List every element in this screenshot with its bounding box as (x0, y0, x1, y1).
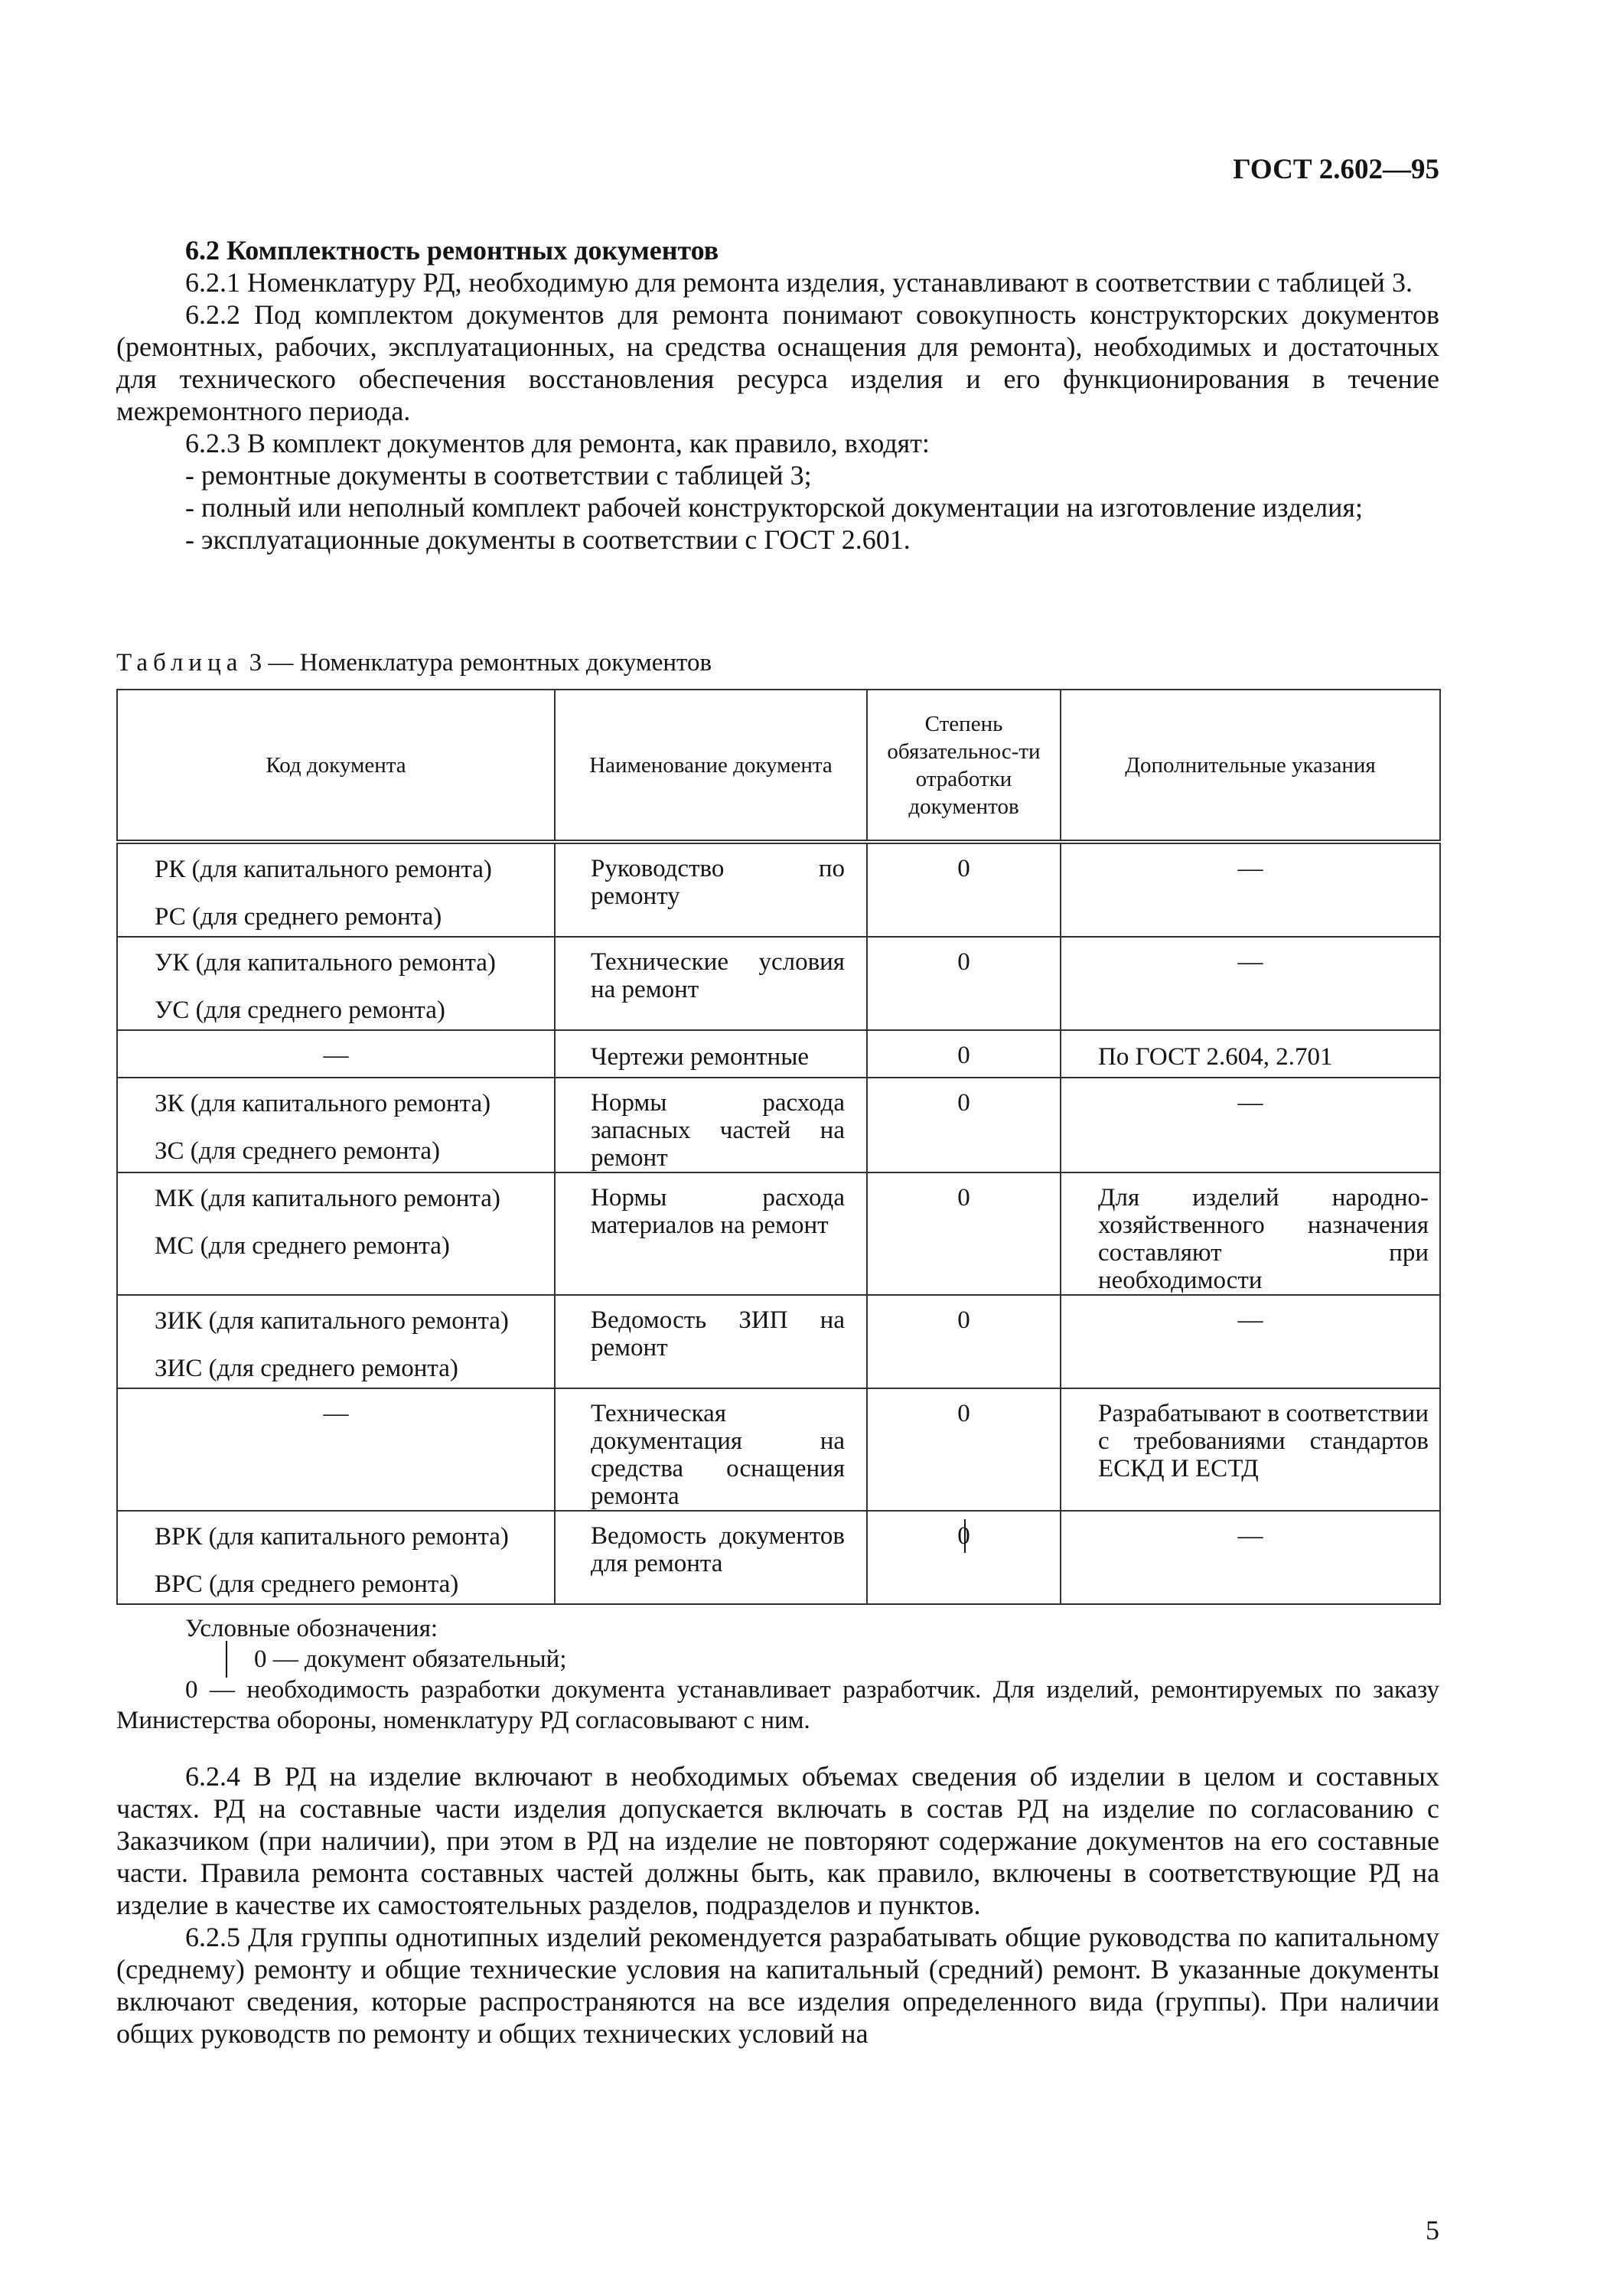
code-value: — (323, 1042, 349, 1069)
name-cell (555, 1388, 867, 1511)
name-cell (555, 842, 867, 937)
list-item: - полный или неполный комплект рабочей конструкторской документации на изготовление изделия; (185, 492, 1363, 523)
notes-value: — (1237, 855, 1263, 882)
degree-value: 0 (957, 1184, 970, 1212)
name-cell (555, 1295, 867, 1388)
paragraph-6-2-3: 6.2.3 В комплект документов для ремонта, как правило, входят: (185, 428, 930, 458)
notes-cell (1061, 1172, 1440, 1295)
code-major: ЗК (для капитального ремонта) (155, 1090, 491, 1117)
doc-name: Нормы расхода запасных частей на ремонт (591, 1089, 845, 1172)
table-row (117, 842, 1440, 937)
table-caption-label: Таблица (116, 649, 243, 677)
code-major: МК (для капитального ремонта) (155, 1185, 500, 1212)
code-major: РК (для капитального ремонта) (155, 856, 492, 883)
section-text-continued (116, 1760, 1439, 2050)
table-caption (116, 649, 712, 677)
table-header-row (117, 690, 1440, 842)
degree-cell (867, 1388, 1061, 1511)
legend-optional: 0 — необходимость разработки документа устанавливает разработчик. Для изделий, ремонтируемых по заказу Министерства обороны, номенклатуру РД согласовывают с ним. (116, 1676, 1439, 1734)
notes-cell (1061, 1078, 1440, 1172)
notes-value: — (1237, 948, 1263, 976)
notes-cell (1061, 937, 1440, 1030)
list-item: - эксплуатационные документы в соответствии с ГОСТ 2.601. (185, 524, 911, 555)
notes-cell (1061, 1511, 1440, 1604)
page-number: 5 (1426, 2215, 1439, 2245)
code-medium: ЗИС (для среднего ремонта) (155, 1355, 458, 1382)
degree-cell (867, 937, 1061, 1030)
header-code: Код документа (117, 690, 555, 842)
header-notes: Дополнительные указания (1061, 690, 1440, 842)
legend-mandatory (116, 1644, 1439, 1675)
notes-value: — (1237, 1306, 1263, 1334)
degree-cell (867, 1078, 1061, 1172)
doc-name: Ведомость ЗИП на ремонт (591, 1306, 845, 1362)
name-cell (555, 1172, 867, 1295)
code-cell (117, 1172, 555, 1295)
code-cell (117, 1388, 555, 1511)
degree-value: 0 (957, 1042, 970, 1069)
table-row (117, 1511, 1440, 1604)
code-cell (117, 1511, 555, 1604)
doc-name: Чертежи ремонтные (591, 1043, 810, 1071)
notes-cell (1061, 842, 1440, 937)
code-medium: РС (для среднего ремонта) (155, 903, 442, 931)
header-name: Наименование документа (555, 690, 867, 842)
degree-value: 0 (957, 1306, 970, 1334)
mandatory-mark: 0 (185, 1644, 267, 1675)
code-cell (117, 937, 555, 1030)
paragraph-6-2-5: 6.2.5 Для группы однотипных изделий рекомендуется разрабатывать общие руководства по капитальному (среднему) ремонту и общие технические условия на капитальный (средний) ремонт. В указанные документы включают сведения, которые распространяются на все изделия определенного вида (группы). При наличии общих руководств по ремонту и общих технических условий на (116, 1922, 1439, 2049)
degree-cell (867, 842, 1061, 937)
degree-value: 0 (957, 948, 970, 976)
notes-cell (1061, 1295, 1440, 1388)
header-degree: Степень обязательнос-ти отработки документов (867, 690, 1061, 842)
name-cell (555, 1078, 867, 1172)
doc-name: Нормы расхода материалов на ремонт (591, 1184, 845, 1239)
degree-cell (867, 1030, 1061, 1078)
name-cell (555, 1030, 867, 1078)
notes-cell (1061, 1030, 1440, 1078)
doc-name: Техническая документация на средства оснащения ремонта (591, 1400, 845, 1510)
code-cell (117, 842, 555, 937)
degree-value: 0 (957, 1400, 970, 1427)
doc-name: Ведомость документов для ремонта (591, 1522, 845, 1577)
paragraph-6-2-4: 6.2.4 В РД на изделие включают в необходимых объемах сведения об изделии в целом и составных частях. РД на составные части изделия допускается включать в состав РД на изделие по согласованию с Заказчиком (при наличии), при этом в РД на изделие не повторяют содержание документов на его составные части. Правила ремонта составных частей должны быть, как правило, включены в соответствующие РД на изделие в качестве их самостоятельных разделов, подразделов и пунктов. (116, 1761, 1439, 1920)
code-major: ЗИК (для капитального ремонта) (155, 1307, 509, 1335)
notes-value: — (1237, 1089, 1263, 1117)
table-row (117, 937, 1440, 1030)
table-row (117, 1172, 1440, 1295)
degree-cell (867, 1295, 1061, 1388)
legend-title: Условные обозначения: (185, 1615, 438, 1642)
code-major: ВРК (для капитального ремонта) (155, 1523, 509, 1551)
list-item: - ремонтные документы в соответствии с таблицей 3; (185, 460, 812, 491)
notes-value: Для изделий народно-хозяйственного назначения составляют при необходимости (1098, 1184, 1429, 1294)
notes-value: По ГОСТ 2.604, 2.701 (1098, 1043, 1333, 1071)
notes-value: Разрабатывают в соответствии с требованиями стандартов ЕСКД И ЕСТД (1098, 1400, 1429, 1482)
name-cell (555, 1511, 867, 1604)
table-row (117, 1030, 1440, 1078)
standard-code: ГОСТ 2.602—95 (1233, 154, 1439, 185)
code-medium: ЗС (для среднего ремонта) (155, 1137, 441, 1165)
doc-name: Руководство по ремонту (591, 855, 845, 910)
degree-value: 0 (957, 855, 970, 882)
table-row (117, 1295, 1440, 1388)
paragraph-6-2-2: 6.2.2 Под комплектом документов для ремонта понимают совокупность конструкторских документов (ремонтных, рабочих, эксплуатационных, на средства оснащения для ремонта), необходимых и достаточных для технического обеспечения восстановления ресурса изделия и его функционирования в течение межремонтного периода. (116, 299, 1439, 426)
section-heading: 6.2 Комплектность ремонтных документов (185, 235, 719, 266)
degree-value: 0 (957, 1089, 970, 1117)
code-cell (117, 1295, 555, 1388)
notes-cell (1061, 1388, 1440, 1511)
table-row (117, 1078, 1440, 1172)
name-cell (555, 937, 867, 1030)
code-major: УК (для капитального ремонта) (155, 949, 496, 977)
code-medium: УС (для среднего ремонта) (155, 996, 445, 1024)
notes-value: — (1237, 1522, 1263, 1550)
legend-mandatory-text: — документ обязательный; (266, 1645, 567, 1673)
code-medium: МС (для среднего ремонта) (155, 1232, 450, 1260)
doc-name: Технические условия на ремонт (591, 948, 845, 1003)
degree-cell (867, 1172, 1061, 1295)
legend (116, 1613, 1439, 1736)
degree-cell (867, 1511, 1061, 1604)
mandatory-mark: 0 (957, 1522, 970, 1550)
code-cell (117, 1030, 555, 1078)
paragraph-6-2-1: 6.2.1 Номенклатуру РД, необходимую для ремонта изделия, устанавливают в соответствии с таблицей 3. (185, 267, 1413, 298)
section-text (116, 234, 1439, 556)
code-medium: ВРС (для среднего ремонта) (155, 1570, 459, 1598)
repair-documents-table (116, 689, 1441, 1605)
table-caption-text: 3 — Номенклатура ремонтных документов (249, 649, 712, 677)
code-cell (117, 1078, 555, 1172)
code-value: — (323, 1400, 349, 1427)
degree-value (868, 1512, 1060, 1550)
table-row (117, 1388, 1440, 1511)
